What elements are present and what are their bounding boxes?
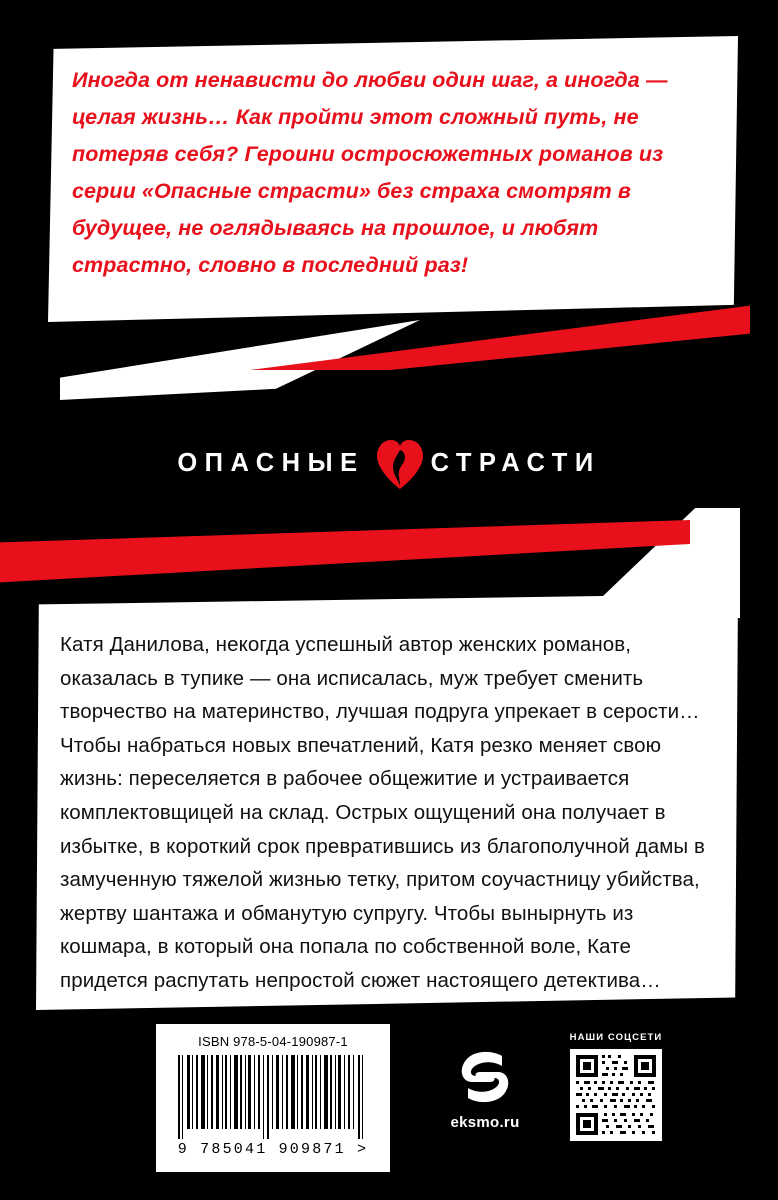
publisher-name: eksmo.ru xyxy=(450,1114,520,1131)
social-label: НАШИ СОЦСЕТИ xyxy=(569,1032,663,1043)
barcode-icon xyxy=(174,1053,372,1139)
barcode-digits: 9 785041 909871 > xyxy=(177,1141,369,1158)
eksmo-logo-icon xyxy=(456,1046,514,1108)
heart-flame-icon xyxy=(373,436,427,492)
isbn-label: ISBN 978-5-04-190987-1 xyxy=(198,1034,348,1049)
series-word-left: ОПАСНЫЕ xyxy=(177,449,365,478)
social-block xyxy=(556,1032,676,1141)
tagline-text: Иногда от ненависти до любви один шаг, а иногда — целая жизнь… Как пройти этот сложный путь, не потеряв себя? Героини остросюжетных романов из серии «Опасные страсти» без страха смотрят в будущее, не оглядываясь на прошлое, и любят страстно, словно в последний раз! xyxy=(72,68,668,277)
decorative-red-shard-mid xyxy=(0,520,690,600)
isbn-block xyxy=(156,1024,390,1172)
series-logo xyxy=(0,432,778,496)
synopsis-text: Катя Данилова, некогда успешный автор женских романов, оказалась в тупике — она исписалась, муж требует сменить творчество на материнство, лучшая подруга упрекает в серости… Чтобы набраться новых впечатлений, Катя резко меняет свою жизнь: переселяется в рабочее общежитие и устраивается комплектовщицей на склад. Острых ощущений она получает в избытке, в короткий срок превратившись из благополучной дамы в замученную тяжелой жизнью тетку, притом соучастницу убийства, жертву шантажа и обманутую супругу. Чтобы вынырнуть из кошмара, в который она попала по собственной воле, Кате придется распутать непростой сюжет настоящего детектива… xyxy=(60,633,706,993)
qr-code-icon xyxy=(570,1049,662,1141)
publisher-block xyxy=(430,1046,540,1131)
series-word-right: СТРАСТИ xyxy=(430,449,601,478)
